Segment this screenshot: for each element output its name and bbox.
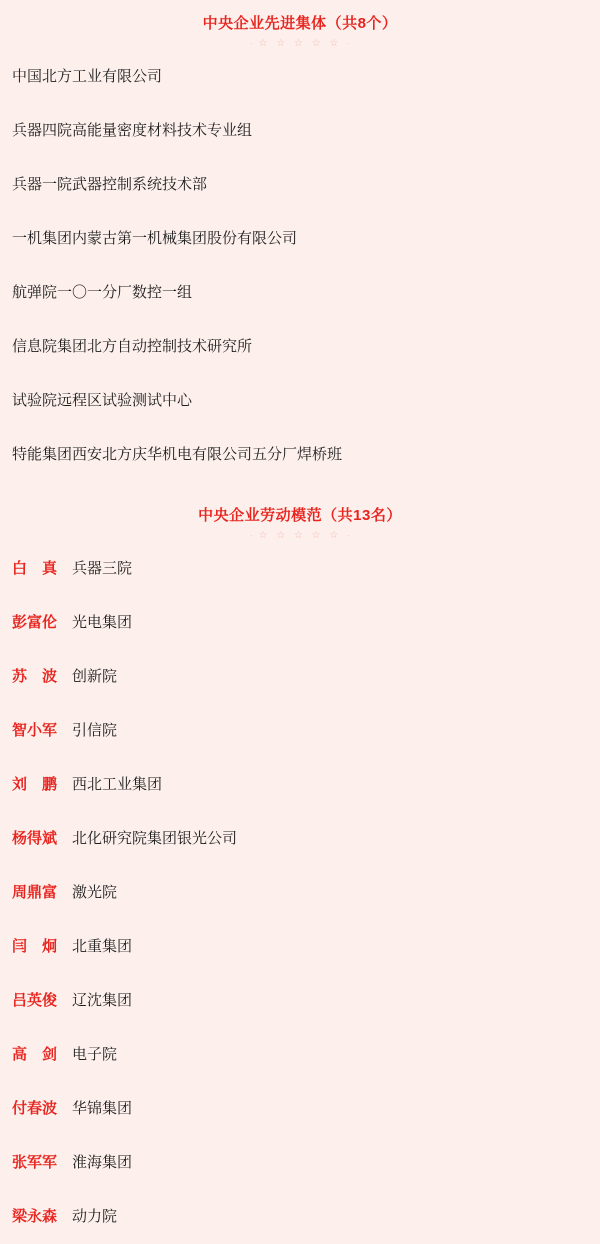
collective-list: [0, 50, 600, 482]
list-item: 中国北方工业有限公司: [12, 68, 163, 85]
person-org: 北重集团: [72, 938, 133, 955]
person-name: 梁永森: [12, 1208, 58, 1225]
list-item: 信息院集团北方自动控制技术研究所: [12, 338, 253, 355]
person-org: 光电集团: [72, 614, 133, 631]
person-name: 张军军: [12, 1154, 58, 1171]
person-name: 杨得斌: [12, 830, 58, 847]
person-name: 白 真: [12, 560, 58, 577]
person-org: 北化研究院集团银光公司: [72, 830, 238, 847]
section-title-model-workers: 中央企业劳动模范（共13名）: [198, 507, 402, 524]
person-name: 刘 鹏: [12, 776, 58, 793]
model-worker-list: [0, 542, 600, 1244]
list-item: [0, 1028, 600, 1082]
person-name: 智小军: [12, 722, 58, 739]
person-org: 淮海集团: [72, 1154, 133, 1171]
person-org: 西北工业集团: [72, 776, 163, 793]
list-item: 兵器一院武器控制系统技术部: [12, 176, 208, 193]
star-divider-collectives: [0, 37, 600, 50]
list-item: [0, 542, 600, 596]
list-item: 一机集团内蒙古第一机械集团股份有限公司: [12, 230, 298, 247]
person-name: 付春波: [12, 1100, 58, 1117]
list-item: [0, 866, 600, 920]
person-org: 兵器三院: [72, 560, 133, 577]
section-header-collectives: [0, 0, 600, 50]
person-org: 引信院: [72, 722, 118, 739]
divider-stars: ☆ ☆ ☆ ☆ ☆: [258, 38, 342, 49]
person-org: 电子院: [72, 1046, 118, 1063]
person-name: 高 剑: [12, 1046, 58, 1063]
list-item: [0, 1082, 600, 1136]
person-org: 华锦集团: [72, 1100, 133, 1117]
section-header-model-workers: [0, 492, 600, 542]
list-item: 航弹院一〇一分厂数控一组: [12, 284, 193, 301]
divider-dash-right: ·: [347, 38, 351, 48]
person-name: 周鼎富: [12, 884, 58, 901]
person-org: 激光院: [72, 884, 118, 901]
list-item: [0, 920, 600, 974]
person-org: 创新院: [72, 668, 118, 685]
divider-dash-left: ·: [249, 38, 253, 48]
person-org: 动力院: [72, 1208, 118, 1225]
divider-dash-left: ·: [249, 530, 253, 540]
person-name: 苏 波: [12, 668, 58, 685]
divider-stars: ☆ ☆ ☆ ☆ ☆: [258, 530, 342, 541]
list-item: 特能集团西安北方庆华机电有限公司五分厂焊桥班: [12, 446, 343, 463]
section-title-collectives: 中央企业先进集体（共8个）: [202, 15, 398, 32]
star-divider-model-workers: [0, 529, 600, 542]
list-item: [0, 596, 600, 650]
list-item: [0, 974, 600, 1028]
list-item: [0, 1136, 600, 1190]
list-item: [0, 1190, 600, 1244]
list-item: 兵器四院高能量密度材料技术专业组: [12, 122, 253, 139]
list-item: [0, 704, 600, 758]
list-item: [0, 650, 600, 704]
divider-dash-right: ·: [347, 530, 351, 540]
list-item: 试验院远程区试验测试中心: [12, 392, 193, 409]
list-item: [0, 758, 600, 812]
list-item: [0, 812, 600, 866]
person-name: 吕英俊: [12, 992, 58, 1009]
person-name: 闫 炯: [12, 938, 58, 955]
person-name: 彭富伦: [12, 614, 58, 631]
person-org: 辽沈集团: [72, 992, 133, 1009]
